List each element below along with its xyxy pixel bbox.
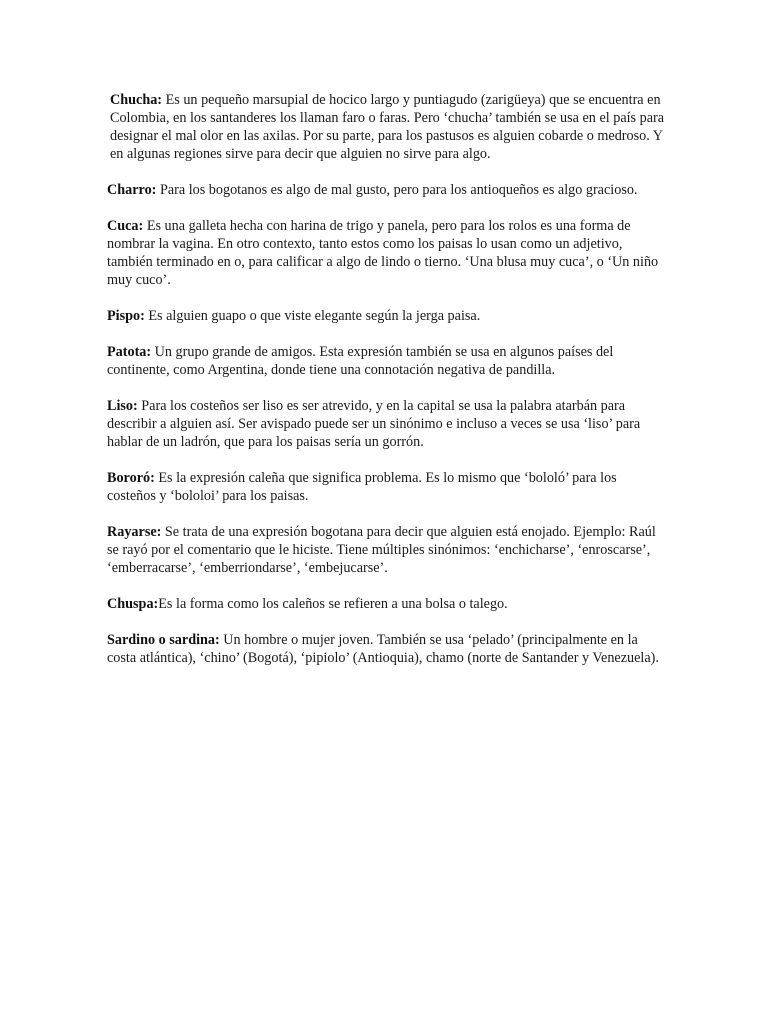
glossary-entry-rayarse <box>107 523 667 577</box>
entry-term: Patota: <box>107 344 152 360</box>
entry-term: Bororó: <box>107 470 155 486</box>
entry-definition: Es alguien guapo o que viste elegante según la jerga paisa. <box>144 308 481 324</box>
entry-term: Cuca: <box>107 218 144 234</box>
glossary-entry-chucha <box>110 91 667 163</box>
glossary-entry-sardino <box>107 631 667 667</box>
glossary-entry-patota <box>107 343 667 379</box>
entry-definition: Es un pequeño marsupial de hocico largo y puntiagudo (zarigüeya) que se encuentra en Colombia, en los santanderes los llaman faro o faras. Pero ‘chucha’ también se usa en el país para designar el mal olor en las axilas. Por su parte, para los pastusos es alguien cobarde o medroso. Y en algunas regiones sirve para decir que alguien no sirve para algo. <box>110 92 665 162</box>
glossary-entry-charro <box>107 181 667 199</box>
entry-term: Rayarse: <box>107 524 162 540</box>
glossary-entry-cuca <box>107 217 667 289</box>
entry-definition: Para los bogotanos es algo de mal gusto, pero para los antioqueños es algo gracioso. <box>156 182 638 198</box>
entry-definition: Es una galleta hecha con harina de trigo y panela, pero para los rolos es una forma de nombrar la vagina. En otro contexto, tanto estos como los paisas lo usan como un adjetivo, también terminado en o, para calificar a algo de lindo o tierno. ‘Una blusa muy cuca’, o ‘Un niño muy cuco’. <box>107 218 659 288</box>
entry-definition: Un grupo grande de amigos. Esta expresión también se usa en algunos países del continente, como Argentina, donde tiene una connotación negativa de pandilla. <box>107 344 614 378</box>
glossary-entry-bororo <box>107 469 667 505</box>
entry-term: Liso: <box>107 398 138 414</box>
glossary-entry-chuspa <box>107 595 667 613</box>
glossary-body <box>107 91 667 685</box>
glossary-entry-pispo <box>107 307 667 325</box>
entry-term: Sardino o sardina: <box>107 632 220 648</box>
entry-term: Pispo: <box>107 308 145 324</box>
glossary-entry-liso <box>107 397 667 451</box>
entry-definition: Se trata de una expresión bogotana para decir que alguien está enojado. Ejemplo: Raúl se rayó por el comentario que le hiciste. Tiene múltiples sinónimos: ‘enchicharse’, ‘enroscarse’, ‘emberracarse’, ‘emberriondarse’, ‘embejucarse’. <box>107 524 656 576</box>
entry-definition: Para los costeños ser liso es ser atrevido, y en la capital se usa la palabra atarbán para describir a alguien así. Ser avispado puede ser un sinónimo e incluso a veces se usa ‘liso’ para hablar de un ladrón, que para los paisas sería un gorrón. <box>107 398 641 450</box>
entry-term: Chuspa: <box>107 596 159 612</box>
entry-definition: Es la expresión caleña que significa problema. Es lo mismo que ‘bololó’ para los costeños y ‘bololoi’ para los paisas. <box>107 470 617 504</box>
entry-definition: Un hombre o mujer joven. También se usa ‘pelado’ (principalmente en la costa atlántica), ‘chino’ (Bogotá), ‘pipiolo’ (Antioquia), chamo (norte de Santander y Venezuela). <box>107 632 659 666</box>
entry-definition: Es la forma como los caleños se refieren a una bolsa o talego. <box>158 596 508 612</box>
entry-term: Chucha: <box>110 92 163 108</box>
entry-term: Charro: <box>107 182 157 198</box>
